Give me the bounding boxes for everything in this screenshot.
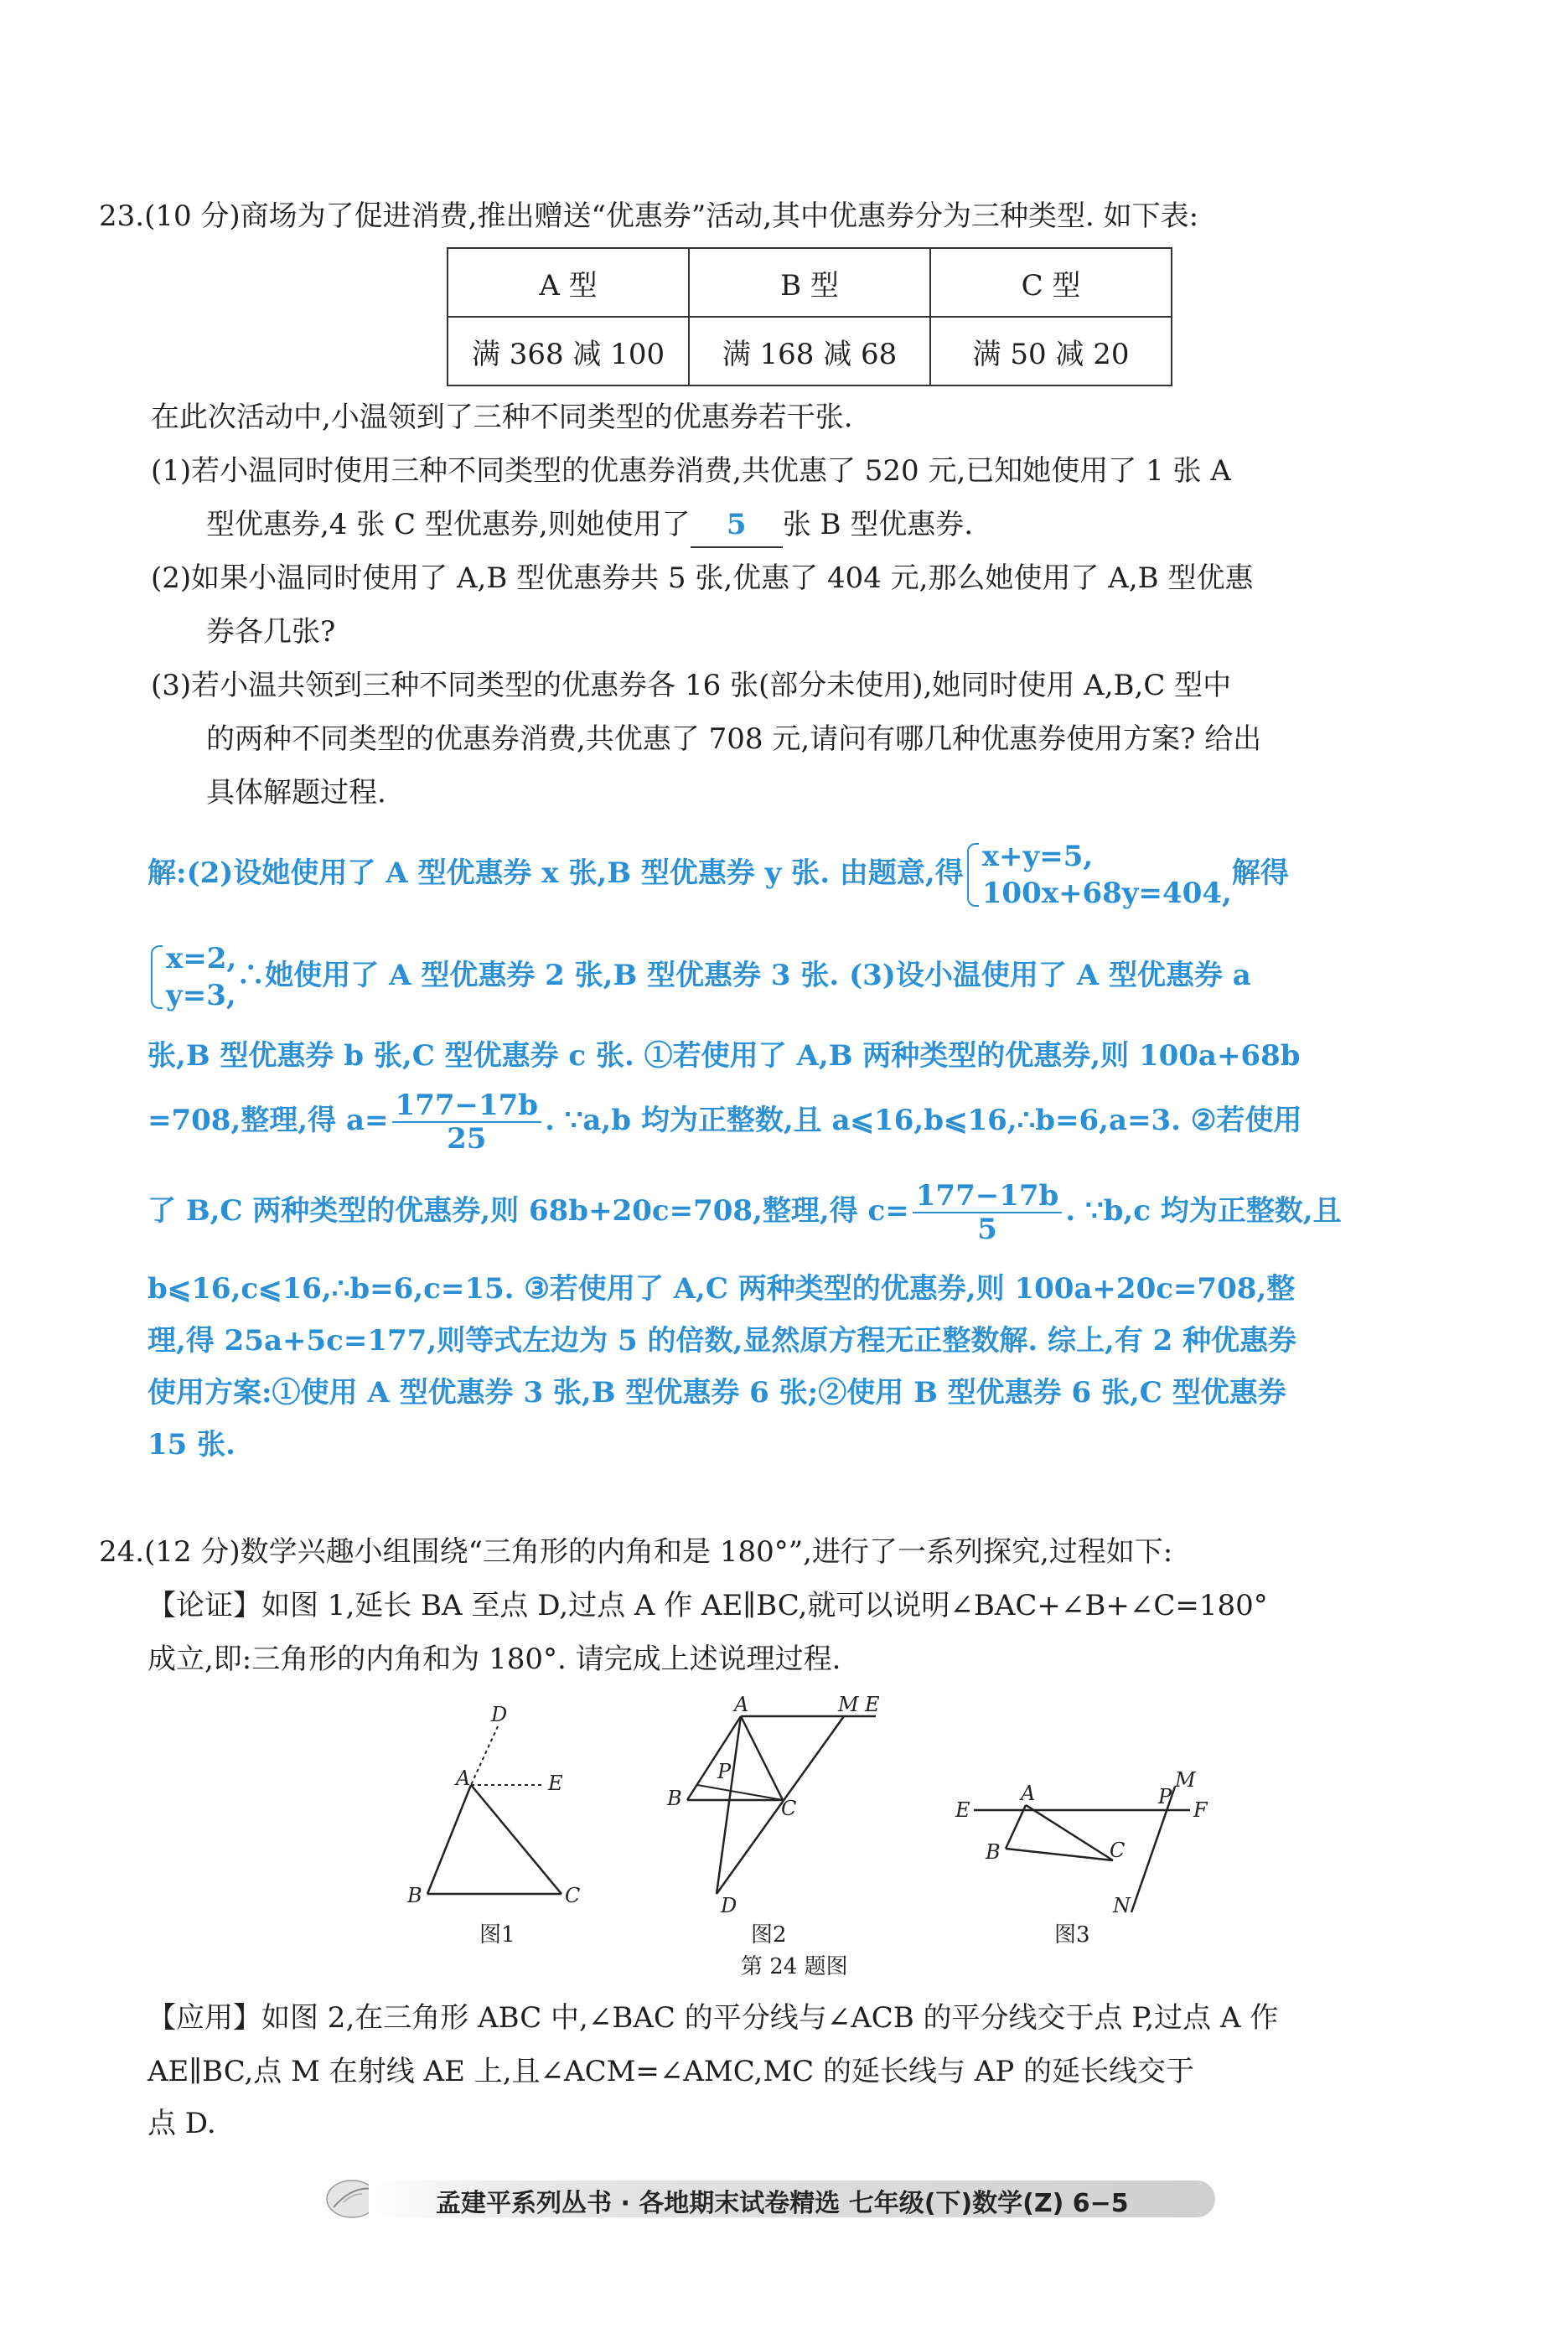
q24-app-line3: 点 D. [147,2107,216,2140]
fig1-side-ab [427,1785,471,1894]
fig3-label-b: B [986,1840,1001,1864]
fig2-label-b: B [667,1787,682,1810]
equation-system-2 [147,940,236,1014]
q23-part3-line3: 具体解题过程. [206,776,386,810]
solution-line5 [147,1180,1342,1245]
system1-eq1: x+y=5, [981,840,1094,873]
solution-line6: b⩽16,c⩽16,∴b=6,c=15. ③若使用了 A,C 两种类型的优惠券,则 100a+20c=708,整 [147,1272,1296,1306]
fig2-label-p: P [717,1760,732,1783]
fig1-side-ac [471,1785,561,1894]
fig3-label-n: N [1113,1894,1131,1917]
q24-proof-line1: 【论证】如图 1,延长 BA 至点 D,过点 A 作 AE∥BC,就可以说明∠BAC+∠B+∠C=180° [147,1589,1268,1622]
system2-eq2: y=3, [166,979,236,1012]
coupon-table [447,247,1172,386]
fraction-a [392,1089,542,1155]
q23-part2-line2: 券各几张? [206,615,336,649]
fig1-label-a: A [456,1767,471,1790]
table-row [448,317,1172,385]
q23-part2-line1: (2)如果小温同时使用了 A,B 型优惠券共 5 张,优惠了 404 元,那么她使用了 A,B 型优惠 [151,561,1254,595]
fig1-label-d: D [491,1703,508,1726]
q24-app-line2: AE∥BC,点 M 在射线 AE 上,且∠ACM=∠AMC,MC 的延长线与 AP 的延长线交于 [147,2055,1195,2088]
solution-s1-text: (2)设她使用了 A 型优惠券 x 张,B 型优惠券 y 张. 由题意,得 [186,856,964,890]
table-cell-b: 满 168 减 68 [689,317,930,385]
solution-s1-after: 解得 [1231,856,1289,890]
fig2-label-a: A [734,1693,749,1716]
equation-system-1 [964,838,1232,912]
table-header-row [448,248,1172,317]
solution-label: 解: [147,856,187,890]
system1-eq2: 100x+68y=404, [981,877,1232,910]
q24-proof-line2: 成立,即:三角形的内角和为 180°. 请完成上述说理过程. [147,1643,841,1676]
fig3-caption: 图3 [1054,1922,1090,1948]
system2-eq1: x=2, [166,942,237,975]
table-cell-c: 满 50 减 20 [930,317,1172,385]
fig1-caption: 图1 [479,1922,515,1948]
footer [318,2169,1232,2227]
q23-part1-line2 [206,503,973,548]
q24-title: 24.(12 分)数学兴趣小组围绕“三角形的内角和是 180°”,进行了一系列探究,过程如下: [99,1535,1173,1569]
solution-line4 [147,1089,1301,1155]
fraction-c [913,1180,1063,1245]
q23-part1-answer: 5 [691,503,783,548]
fig2-side-ac [741,1716,783,1800]
solution-line2 [147,940,1251,1014]
fig2-label-d: D [721,1894,737,1917]
q23-intro: 在此次活动中,小温领到了三种不同类型的优惠券若干张. [151,401,853,434]
fig3-label-f: F [1193,1798,1208,1822]
q23-part3-line1: (3)若小温共领到三种不同类型的优惠券各 16 张(部分未使用),她同时使用 A,B,C 型中 [151,669,1232,702]
fig3-label-c: C [1110,1839,1126,1862]
figure-1 [406,1693,580,1907]
fig2-line-md [717,1716,844,1894]
solution-s4-before: =708,整理,得 a= [147,1104,389,1137]
fig2-bisector-cp [697,1785,783,1800]
fig2-label-e: E [865,1693,880,1716]
fig3-side-ab [1006,1805,1026,1849]
figure-2 [666,1693,880,1917]
q23-part1-text-before: 型优惠券,4 张 C 型优惠券,则她使用了 [206,508,691,541]
fig1-label-e: E [548,1772,563,1795]
fig1-label-b: B [407,1884,422,1907]
fraction-c-numerator: 177−17b [913,1180,1063,1213]
footer-text: 孟建平系列丛书 · 各地期末试卷精选 七年级(下)数学(Z) 6−5 [436,2189,1129,2218]
q23-title: 23.(10 分)商场为了促进消费,推出赠送“优惠券”活动,其中优惠券分为三种类型. 如下表: [99,199,1199,233]
solution-s4-after: . ∵a,b 均为正整数,且 a⩽16,b⩽16,∴b=6,a=3. ②若使用 [545,1104,1302,1137]
solution-line1 [147,838,1289,912]
fraction-c-denominator: 5 [977,1213,997,1246]
fig2-label-m: M [838,1693,859,1716]
q23-part3-line2: 的两种不同类型的优惠券消费,共优惠了 708 元,请问有哪几种优惠券使用方案? 给出 [206,722,1262,756]
table-header-c: C 型 [930,248,1172,317]
q23-part1-line1: (1)若小温同时使用三种不同类型的优惠券消费,共优惠了 520 元,已知她使用了 1 张 A [151,454,1231,488]
table-header-a: A 型 [448,248,689,317]
fig3-label-a: A [1021,1782,1036,1805]
fraction-a-denominator: 25 [447,1122,487,1156]
fraction-a-numerator: 177−17b [392,1089,542,1123]
fig2-caption: 图2 [751,1922,787,1948]
solution-s5-after: . ∵b,c 均为正整数,且 [1065,1194,1342,1228]
solution-line3: 张,B 型优惠券 b 张,C 型优惠券 c 张. ①若使用了 A,B 两种类型的优惠券,则 100a+68b [147,1039,1301,1073]
fig2-line-ad [717,1716,741,1894]
figure-title: 第 24 题图 [741,1954,848,1979]
q24-app-line1: 【应用】如图 2,在三角形 ABC 中,∠BAC 的平分线与∠ACB 的平分线交于点 P,过点 A 作 [147,2001,1279,2035]
fig1-label-c: C [565,1884,581,1907]
fig1-segment-ad [471,1726,498,1785]
solution-line7: 理,得 25a+5c=177,则等式左边为 5 的倍数,显然原方程无正整数解. 综上,有 2 种优惠券 [147,1324,1297,1358]
q23-part1-text-after: 张 B 型优惠券. [782,508,974,541]
fig3-label-e: E [955,1798,970,1822]
fig3-label-p: P [1158,1785,1172,1808]
table-cell-a: 满 368 减 100 [448,317,689,385]
solution-line8: 使用方案:①使用 A 型优惠券 3 张,B 型优惠券 6 张;②使用 B 型优惠券 6 张,C 型优惠券 [147,1376,1286,1410]
fig2-label-c: C [781,1797,797,1820]
solution-line9: 15 张. [147,1428,235,1461]
solution-s5-before: 了 B,C 两种类型的优惠券,则 68b+20c=708,整理,得 c= [147,1194,909,1228]
fig3-label-m: M [1175,1768,1196,1792]
table-header-b: B 型 [689,248,930,317]
figure-3 [955,1768,1208,1917]
solution-s2-text: ∴她使用了 A 型优惠券 2 张,B 型优惠券 3 张. (3)设小温使用了 A 型优惠券 a [236,959,1251,992]
